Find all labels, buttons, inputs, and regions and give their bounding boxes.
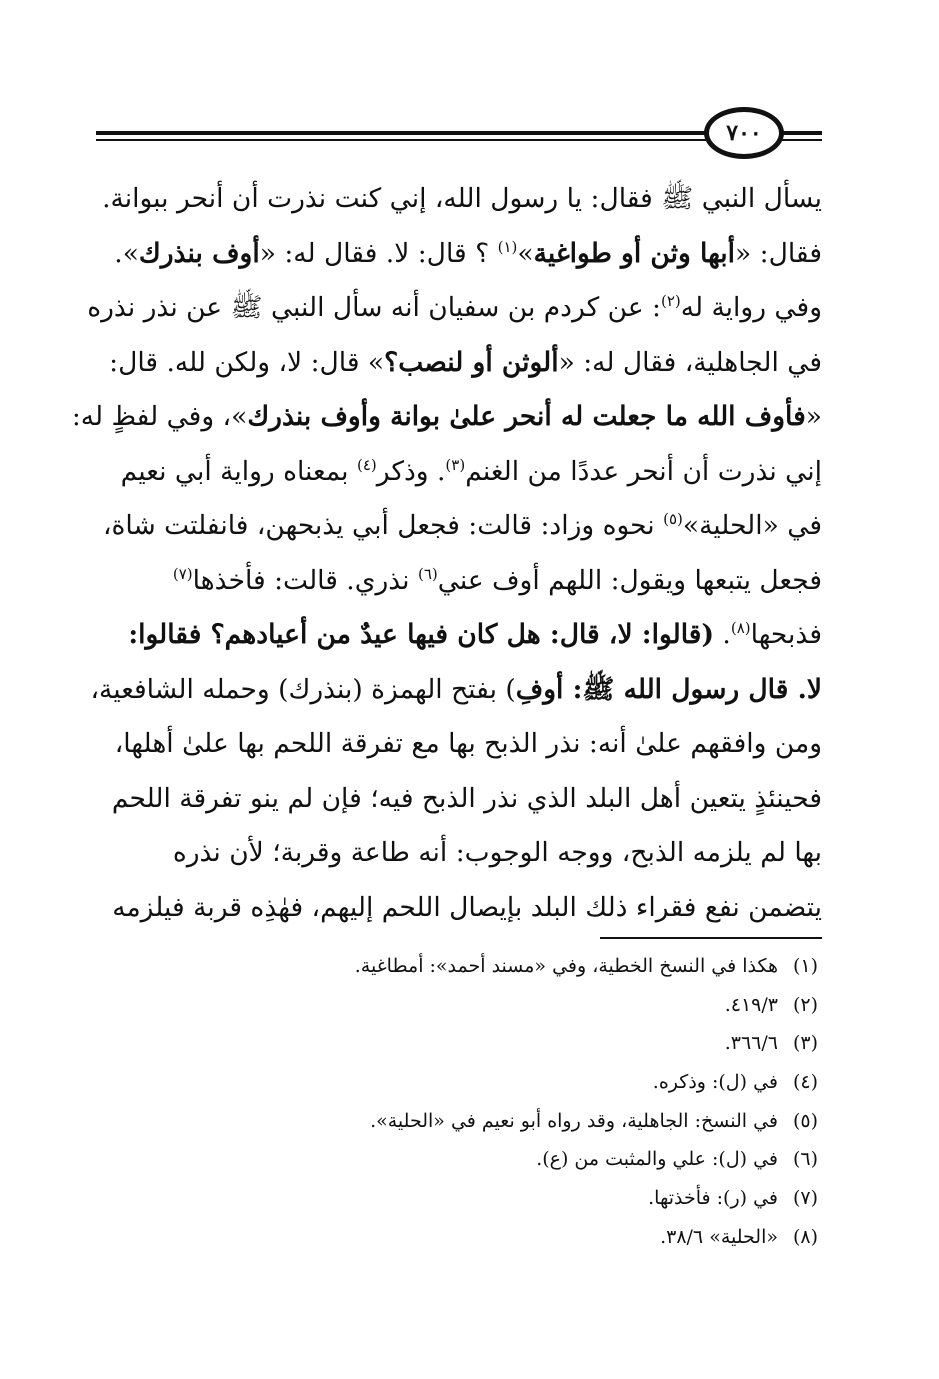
footnote-text: في (ل): علي والمثبت من (ع).: [536, 1148, 778, 1171]
text-segment: أوف بنذرك: [138, 237, 260, 269]
footnote-text: ٣٦٦/٦.: [724, 1032, 778, 1055]
footnote-item: [96, 1024, 822, 1063]
text-segment: يتضمن نفع فقراء ذلك البلد بإيصال اللحم إليهم، فهٰذِه قربة فيلزمه: [112, 891, 822, 923]
text-line: [96, 826, 822, 881]
text-segment: فحينئذٍ يتعين أهل البلد الذي نذر الذبح فيه؛ فإن لم ينو تفرقة اللحم: [111, 782, 822, 814]
text-line: [71, 390, 822, 445]
text-line: [96, 881, 822, 936]
text-segment: »: [517, 237, 534, 269]
text-segment: فذبحها: [750, 619, 822, 650]
text-segment: » قال: لا، ولكن لله. قال:: [109, 346, 385, 378]
text-segment: .: [714, 619, 731, 650]
footnote-item: [96, 1063, 822, 1102]
footnote-text: في النسخ: الجاهلية، وقد رواه أبو نعيم في «الحلية».: [370, 1109, 778, 1132]
text-line: [96, 554, 822, 609]
text-line: [96, 608, 822, 663]
text-line: [90, 663, 822, 718]
text-segment: ) بفتح الهمزة (بنذرك) وحمله الشافعية،: [90, 673, 516, 705]
footnote-marker: (٦): [417, 564, 438, 583]
footnote-marker: (١): [497, 237, 518, 256]
footnotes: [96, 947, 822, 1257]
page-number: ٧٠٠: [704, 107, 784, 159]
text-segment: : عن كردم بن سفيان أنه سأل النبي ﷺ عن نذر نذره: [87, 292, 661, 323]
text-line: [96, 499, 822, 554]
footnote-number: (١): [792, 955, 818, 977]
text-segment: بها لم يلزمه الذبح، ووجه الوجوب: أنه طاعة وقربة؛ لأن نذره: [172, 837, 822, 868]
footnote-item: [96, 947, 822, 986]
main-text: [71, 172, 822, 935]
footnote-text: هكذا في النسخ الخطية، وفي «مسند أحمد»: أمطاغية.: [354, 955, 778, 977]
text-segment: (قالوا: لا، قال: هل كان فيها عيدٌ من أعيادهم؟ فقالوا:: [128, 619, 714, 650]
text-segment: إني نذرت أن أنحر عددًا من الغنم: [465, 455, 822, 487]
text-segment: بمعناه رواية أبي نعيم: [120, 455, 357, 487]
footnote-marker: (٨): [730, 619, 751, 638]
text-segment: لا. قال رسول الله ﷺ: أوفِ: [515, 673, 822, 705]
footnote-number: (٨): [792, 1225, 818, 1248]
footnote-item: [96, 1218, 822, 1257]
text-segment: في الجاهلية، فقال له: «: [558, 346, 822, 378]
text-line: [96, 336, 822, 391]
text-segment: فقال: «: [735, 237, 822, 269]
footnote-marker: (٣): [445, 455, 466, 474]
footnote-text: في (ل): وذكره.: [652, 1071, 778, 1094]
text-segment: ومن وافقهم علىٰ أنه: نذر الذبح بها مع تفرقة اللحم بها علىٰ أهلها،: [114, 728, 822, 759]
text-segment: «: [805, 401, 822, 432]
text-segment: نذري. قالت: فأخذها: [192, 564, 418, 596]
footnote-marker: (٢): [660, 292, 681, 311]
text-line: [96, 227, 822, 282]
footnote-text: في (ر): فأخذتها.: [648, 1187, 778, 1210]
footnote-marker: (٤): [356, 455, 377, 474]
text-line: [96, 445, 822, 500]
footnote-item: [96, 986, 822, 1025]
text-line: [96, 172, 822, 227]
footnote-marker: (٧): [172, 564, 193, 583]
text-segment: أبها وثن أو طواغية: [533, 237, 736, 269]
text-segment: فجعل يتبعها ويقول: اللهم أوف عني: [437, 564, 822, 596]
text-segment: . وذكر: [376, 455, 446, 487]
text-segment: ».: [114, 237, 139, 269]
footnote-item: [96, 1179, 822, 1218]
text-segment: في «الحلية»: [682, 510, 822, 541]
text-segment: »، وفي لفظٍ له:: [71, 401, 248, 432]
footnote-text: «الحلية» ٣٨/٦.: [660, 1225, 778, 1248]
footnote-number: (٦): [792, 1148, 818, 1171]
footnote-number: (٤): [792, 1071, 818, 1094]
footnote-marker: (٥): [663, 510, 683, 529]
text-line: [87, 281, 822, 336]
text-line: [96, 772, 822, 827]
text-segment: فأوف الله ما جعلت له أنحر علىٰ بوانة وأوف بنذرك: [247, 401, 806, 432]
text-segment: ؟ قال: لا. فقال له: «: [259, 237, 498, 269]
text-segment: وفي رواية له: [680, 292, 822, 323]
footnote-item: [96, 1140, 822, 1179]
footnote-number: (٥): [792, 1109, 818, 1132]
footnote-number: (٢): [792, 993, 818, 1016]
footnote-number: (٣): [792, 1032, 818, 1055]
text-segment: ألوثن أو لنصب؟: [384, 346, 559, 378]
footnote-text: ٤١٩/٣.: [724, 993, 778, 1016]
text-segment: نحوه وزاد: قالت: فجعل أبي يذبحهن، فانفلتت شاة،: [103, 510, 664, 541]
text-line: [96, 717, 822, 772]
footnote-item: [96, 1102, 822, 1141]
footnote-number: (٧): [792, 1187, 818, 1210]
footnote-separator: [600, 937, 822, 939]
text-segment: يسأل النبي ﷺ فقال: يا رسول الله، إني كنت نذرت أن أنحر ببوانة.: [102, 183, 822, 214]
header-rule: [96, 104, 822, 164]
